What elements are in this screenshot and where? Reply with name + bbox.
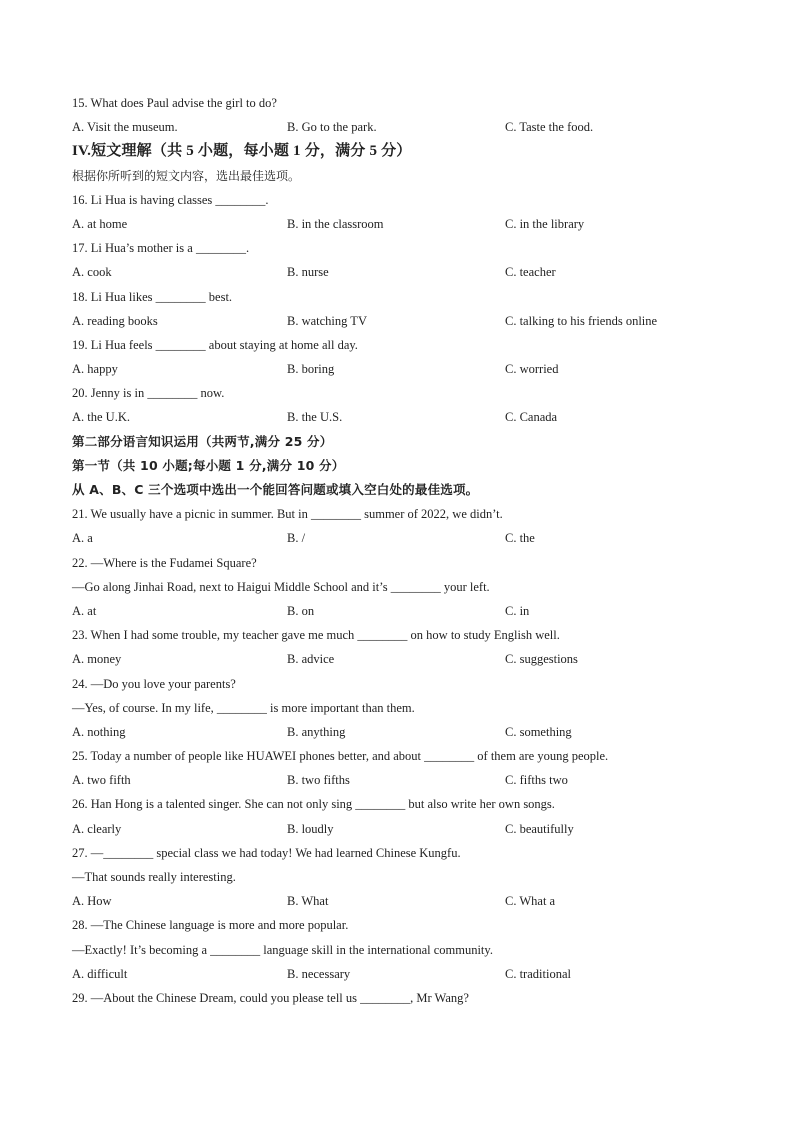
exam-page <box>72 93 732 1012</box>
question-24: 24. —Do you love your parents? <box>72 676 236 691</box>
options-19 <box>72 359 732 383</box>
option-a: A. at <box>72 603 97 618</box>
question-22-reply: —Go along Jinhai Road, next to Haigui Middle School and it’s ________ your left. <box>72 579 490 594</box>
option-b: B. necessary <box>287 966 351 981</box>
options-23 <box>72 649 732 673</box>
section-1-title: 第一节（共 10 小题;每小题 1 分,满分 10 分） <box>72 457 345 473</box>
section-4-instruction: 根据你所听到的短文内容，选出最佳选项。 <box>72 168 301 183</box>
option-c: C. worried <box>505 362 559 377</box>
question-28-reply: —Exactly! It’s becoming a ________ language skill in the international community. <box>72 942 493 957</box>
option-a: A. happy <box>72 362 118 377</box>
options-27 <box>72 891 732 915</box>
option-b: B. two fifths <box>287 773 350 788</box>
option-a: A. cook <box>72 265 112 280</box>
option-c: C. talking to his friends online <box>505 313 658 328</box>
options-21 <box>72 528 732 552</box>
option-b: B. What <box>287 894 329 909</box>
question-19: 19. Li Hua feels ________ about staying at home all day. <box>72 337 358 352</box>
option-c: C. in the library <box>505 216 585 231</box>
options-17 <box>72 262 732 286</box>
question-27: 27. —________ special class we had today! We had learned Chinese Kungfu. <box>72 845 461 860</box>
question-22: 22. —Where is the Fudamei Square? <box>72 555 257 570</box>
option-a: A. a <box>72 531 93 546</box>
option-a: A. nothing <box>72 724 126 739</box>
options-28 <box>72 964 732 988</box>
options-15 <box>72 117 732 141</box>
part-2-title: 第二部分语言知识运用（共两节,满分 25 分） <box>72 433 333 449</box>
option-c: C. teacher <box>505 265 556 280</box>
option-b: B. / <box>287 531 306 546</box>
option-b: B. Go to the park. <box>287 120 377 135</box>
section-4-title: IV.短文理解（共 5 小题，每小题 1 分，满分 5 分） <box>72 143 412 160</box>
option-b: B. nurse <box>287 265 329 280</box>
option-b: B. advice <box>287 652 335 667</box>
option-a: A. at home <box>72 216 128 231</box>
options-18 <box>72 311 732 335</box>
option-b: B. anything <box>287 724 346 739</box>
option-c: C. suggestions <box>505 652 578 667</box>
question-25: 25. Today a number of people like HUAWEI phones better, and about ________ of them are young people. <box>72 749 609 764</box>
option-c: C. in <box>505 603 530 618</box>
option-a: A. the U.K. <box>72 410 130 425</box>
question-15: 15. What does Paul advise the girl to do? <box>72 96 277 110</box>
options-20 <box>72 407 732 431</box>
options-16 <box>72 214 732 238</box>
option-b: B. the U.S. <box>287 410 343 425</box>
option-b: B. watching TV <box>287 313 367 328</box>
option-a: A. two fifth <box>72 773 131 788</box>
question-26: 26. Han Hong is a talented singer. She can not only sing ________ but also write her own songs. <box>72 797 555 812</box>
options-22 <box>72 601 732 625</box>
question-27-reply: —That sounds really interesting. <box>72 870 236 884</box>
option-a: A. money <box>72 652 122 667</box>
options-26 <box>72 819 732 843</box>
question-21: 21. We usually have a picnic in summer. But in ________ summer of 2022, we didn’t. <box>72 507 503 522</box>
question-16: 16. Li Hua is having classes ________. <box>72 192 269 207</box>
option-c: C. the <box>505 531 535 546</box>
option-c: C. something <box>505 724 572 739</box>
option-b: B. loudly <box>287 821 334 836</box>
option-a: A. clearly <box>72 821 122 836</box>
option-c: C. What a <box>505 894 556 909</box>
question-17: 17. Li Hua’s mother is a ________. <box>72 241 250 256</box>
option-b: B. in the classroom <box>287 216 384 231</box>
option-c: C. beautifully <box>505 821 574 836</box>
section-1-instruction: 从 A、B、C 三个选项中选出一个能回答问题或填入空白处的最佳选项。 <box>72 482 479 497</box>
option-a: A. How <box>72 894 112 909</box>
question-28: 28. —The Chinese language is more and more popular. <box>72 918 349 933</box>
option-c: C. fifths two <box>505 773 568 788</box>
option-b: B. boring <box>287 362 335 377</box>
options-24 <box>72 722 732 746</box>
option-b: B. on <box>287 603 315 618</box>
option-a: A. reading books <box>72 313 158 328</box>
question-29: 29. —About the Chinese Dream, could you please tell us ________, Mr Wang? <box>72 990 469 1005</box>
option-c: C. Taste the food. <box>505 120 594 135</box>
option-c: C. traditional <box>505 966 571 981</box>
option-c: C. Canada <box>505 410 558 425</box>
question-18: 18. Li Hua likes ________ best. <box>72 289 233 304</box>
question-23: 23. When I had some trouble, my teacher gave me much ________ on how to study English well. <box>72 628 560 643</box>
question-20: 20. Jenny is in ________ now. <box>72 386 225 401</box>
option-a: A. difficult <box>72 966 128 981</box>
options-25 <box>72 770 732 794</box>
question-24-reply: —Yes, of course. In my life, ________ is more important than them. <box>72 700 415 715</box>
option-a: A. Visit the museum. <box>72 120 178 135</box>
